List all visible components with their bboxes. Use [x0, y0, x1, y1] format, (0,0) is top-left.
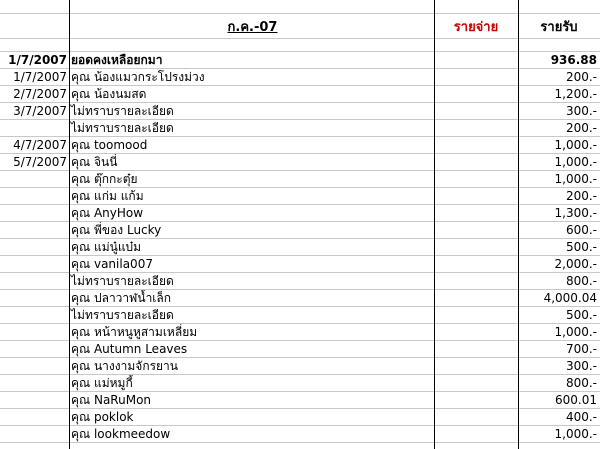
- date-cell[interactable]: [0, 341, 69, 357]
- date-cell[interactable]: [0, 120, 69, 136]
- income-cell[interactable]: 500.-: [565, 240, 597, 254]
- ledger-row: [0, 188, 600, 205]
- income-cell[interactable]: 936.88: [550, 53, 597, 67]
- income-cell[interactable]: 600.01: [555, 393, 597, 407]
- income-cell[interactable]: 800.-: [565, 376, 597, 390]
- date-cell[interactable]: 2/7/2007: [13, 87, 67, 101]
- ledger-row: [0, 273, 600, 290]
- expense-cell[interactable]: [434, 154, 518, 170]
- income-cell[interactable]: 1,000.-: [554, 325, 597, 339]
- ledger-row: [0, 154, 600, 171]
- description-cell[interactable]: คุณ พี่ของ Lucky: [71, 222, 162, 237]
- date-cell[interactable]: [0, 205, 69, 221]
- expense-cell[interactable]: [434, 103, 518, 119]
- description-cell[interactable]: คุณ น้องแมวกระโปรงม่วง: [71, 69, 205, 84]
- expense-cell[interactable]: [434, 290, 518, 306]
- income-cell[interactable]: 1,200.-: [554, 87, 597, 101]
- date-cell[interactable]: [0, 171, 69, 187]
- ledger-row: [0, 137, 600, 154]
- date-cell[interactable]: [0, 256, 69, 272]
- income-cell[interactable]: 1,000.-: [554, 427, 597, 441]
- income-cell[interactable]: 1,000.-: [554, 172, 597, 186]
- expense-cell[interactable]: [434, 120, 518, 136]
- description-cell[interactable]: ไม่ทราบรายละเอียด: [71, 307, 174, 322]
- ledger-row: [0, 205, 600, 222]
- income-cell[interactable]: 700.-: [565, 342, 597, 356]
- description-cell[interactable]: ไม่ทราบรายละเอียด: [71, 103, 174, 118]
- description-cell[interactable]: คุณ แม่หมูกี้: [71, 375, 133, 390]
- ledger-row: [0, 120, 600, 137]
- expense-cell[interactable]: [434, 358, 518, 374]
- date-cell[interactable]: [0, 324, 69, 340]
- expense-header[interactable]: รายจ่าย: [453, 19, 499, 35]
- header-row: [0, 14, 600, 39]
- ledger-row: [0, 341, 600, 358]
- ledger-row: [0, 392, 600, 409]
- income-header[interactable]: รายรับ: [540, 19, 578, 35]
- description-cell[interactable]: คุณ poklok: [71, 409, 134, 424]
- date-cell[interactable]: 3/7/2007: [13, 104, 67, 118]
- sheet-title[interactable]: ก.ค.-07: [227, 19, 278, 35]
- expense-cell[interactable]: [434, 239, 518, 255]
- date-cell[interactable]: [0, 188, 69, 204]
- description-cell[interactable]: คุณ Autumn Leaves: [71, 341, 188, 356]
- income-cell[interactable]: 300.-: [565, 104, 597, 118]
- date-cell[interactable]: [0, 273, 69, 289]
- ledger-row: [0, 290, 600, 307]
- expense-cell[interactable]: [434, 273, 518, 289]
- blank-row: [0, 39, 600, 52]
- expense-cell[interactable]: [434, 222, 518, 238]
- date-cell[interactable]: [0, 409, 69, 425]
- date-cell[interactable]: [0, 375, 69, 391]
- ledger-row: [0, 307, 600, 324]
- date-cell[interactable]: 5/7/2007: [13, 155, 67, 169]
- header-date-cell[interactable]: [0, 14, 69, 38]
- description-cell[interactable]: คุณ ปลาวาฬน้ำเล็ก: [71, 290, 172, 305]
- income-cell[interactable]: 1,000.-: [554, 138, 597, 152]
- date-cell[interactable]: 4/7/2007: [13, 138, 67, 152]
- income-cell[interactable]: 600.-: [565, 223, 597, 237]
- expense-cell[interactable]: [434, 307, 518, 323]
- column-divider: [518, 0, 519, 449]
- expense-cell[interactable]: [434, 324, 518, 340]
- expense-cell[interactable]: [434, 392, 518, 408]
- income-cell[interactable]: 200.-: [565, 70, 597, 84]
- column-divider: [434, 0, 435, 449]
- expense-cell[interactable]: [434, 341, 518, 357]
- ledger-row: [0, 426, 600, 443]
- expense-cell[interactable]: [434, 69, 518, 85]
- date-cell[interactable]: 1/7/2007: [8, 53, 67, 67]
- description-cell[interactable]: คุณ lookmeedow: [71, 426, 171, 441]
- description-cell[interactable]: คุณ vanila007: [71, 256, 153, 271]
- description-cell[interactable]: คุณ AnyHow: [71, 205, 144, 220]
- date-cell[interactable]: [0, 222, 69, 238]
- description-cell[interactable]: ยอดคงเหลือยกมา: [71, 52, 163, 67]
- description-cell[interactable]: คุณ แก่ม แก้ม: [71, 188, 144, 203]
- income-cell[interactable]: 400.-: [565, 410, 597, 424]
- date-cell[interactable]: [0, 392, 69, 408]
- date-cell[interactable]: 1/7/2007: [13, 70, 67, 84]
- description-cell[interactable]: ไม่ทราบรายละเอียด: [71, 273, 174, 288]
- expense-cell[interactable]: [434, 188, 518, 204]
- description-cell[interactable]: คุณ น้องนมสด: [71, 86, 147, 101]
- ledger-row: [0, 52, 600, 69]
- income-cell[interactable]: 200.-: [565, 121, 597, 135]
- date-cell[interactable]: [0, 290, 69, 306]
- ledger-row: [0, 409, 600, 426]
- column-divider: [69, 0, 70, 449]
- description-cell[interactable]: คุณ จินนี่: [71, 154, 118, 169]
- date-cell[interactable]: [0, 358, 69, 374]
- ledger-row: [0, 171, 600, 188]
- income-cell[interactable]: 500.-: [565, 308, 597, 322]
- date-cell[interactable]: [0, 307, 69, 323]
- ledger-row: [0, 375, 600, 392]
- income-cell[interactable]: 1,300.-: [554, 206, 597, 220]
- expense-cell[interactable]: [434, 409, 518, 425]
- income-cell[interactable]: 200.-: [565, 189, 597, 203]
- expense-cell[interactable]: [434, 137, 518, 153]
- ledger-row: [0, 239, 600, 256]
- expense-cell[interactable]: [434, 426, 518, 442]
- expense-cell[interactable]: [434, 256, 518, 272]
- description-cell[interactable]: คุณ นางงามจักรยาน: [71, 358, 178, 373]
- income-cell[interactable]: 1,000.-: [554, 155, 597, 169]
- ledger-row: [0, 103, 600, 120]
- expense-cell[interactable]: [434, 171, 518, 187]
- expense-cell[interactable]: [434, 375, 518, 391]
- income-cell[interactable]: 2,000.-: [554, 257, 597, 271]
- expense-cell[interactable]: [434, 86, 518, 102]
- description-cell[interactable]: ไม่ทราบรายละเอียด: [71, 120, 174, 135]
- description-cell[interactable]: คุณ หน้าหนูหูสามเหลี่ยม: [71, 324, 198, 339]
- date-cell[interactable]: [0, 426, 69, 442]
- income-cell[interactable]: 4,000.04: [543, 291, 597, 305]
- description-cell[interactable]: คุณ แม่นู๋แบ๋ม: [71, 239, 142, 254]
- blank-row: [0, 0, 600, 14]
- date-cell[interactable]: [0, 239, 69, 255]
- ledger-row: [0, 256, 600, 273]
- ledger-row: [0, 324, 600, 341]
- description-cell[interactable]: คุณ NaRuMon: [71, 392, 152, 407]
- ledger-row: [0, 358, 600, 375]
- income-cell[interactable]: 300.-: [565, 359, 597, 373]
- description-cell[interactable]: คุณ toomood: [71, 137, 148, 152]
- expense-cell[interactable]: [434, 205, 518, 221]
- ledger-row: [0, 69, 600, 86]
- expense-cell[interactable]: [434, 52, 518, 68]
- income-cell[interactable]: 800.-: [565, 274, 597, 288]
- description-cell[interactable]: คุณ ตุ๊กกะตุ๋ย: [71, 171, 138, 186]
- ledger-row: [0, 86, 600, 103]
- ledger-row: [0, 222, 600, 239]
